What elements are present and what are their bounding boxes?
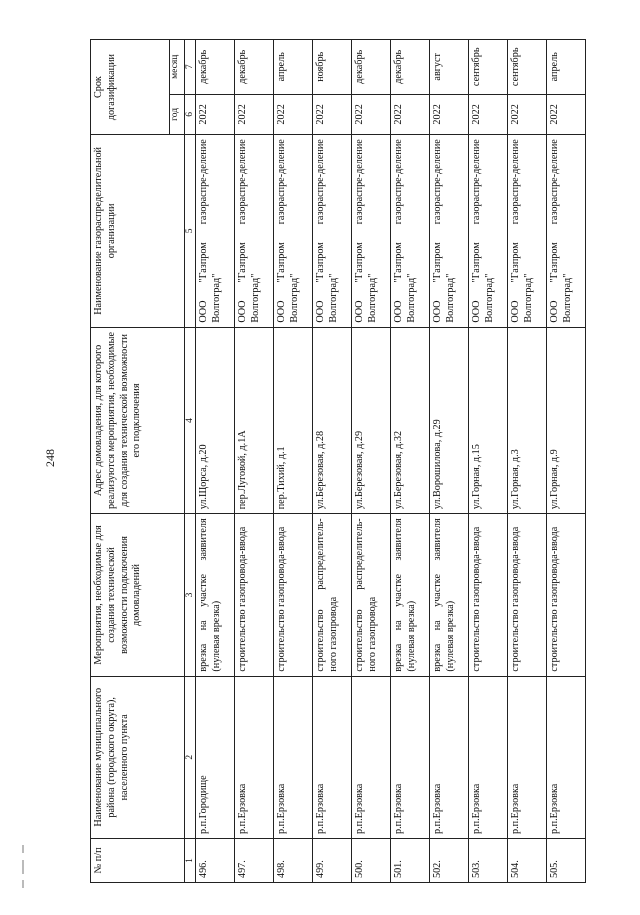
address-cell: ул.Березовая, д.28	[313, 327, 352, 514]
scan-mark	[22, 880, 24, 888]
organization-cell: ООО "Газпром газораспре-деление Волгоград"	[274, 135, 313, 327]
header-deadline: Срок догазификации	[91, 40, 170, 135]
table-row	[430, 40, 469, 883]
table-row	[469, 40, 508, 883]
measure-cell: строительство газопровода-ввода	[274, 514, 313, 676]
table-row	[547, 40, 586, 883]
measure-cell: строительство газопровода-ввода	[235, 514, 274, 676]
column-number: 3	[185, 514, 196, 676]
year-cell: 2022	[235, 94, 274, 135]
header-num: № п/п	[91, 838, 185, 882]
header-measure: Мероприятия, необходимые для создания технической возможности подключения домовладений	[91, 514, 185, 676]
column-number: 2	[185, 676, 196, 838]
column-numbers-row	[185, 40, 196, 883]
settlement-cell: р.п.Ерзовка	[274, 676, 313, 838]
row-number: 502.	[430, 838, 469, 882]
year-cell: 2022	[547, 94, 586, 135]
month-cell: декабрь	[352, 40, 391, 95]
table-row	[352, 40, 391, 883]
column-number: 6	[185, 94, 196, 135]
address-cell: ул.Березовая, д.32	[391, 327, 430, 514]
header-settlement: Наименование муниципального района (городского округа), населенного пункта	[91, 676, 185, 838]
table-row	[274, 40, 313, 883]
month-cell: ноябрь	[313, 40, 352, 95]
month-cell: сентябрь	[469, 40, 508, 95]
address-cell: ул.Горная, д.15	[469, 327, 508, 514]
header-org: Наименование газораспределительной организации	[91, 135, 185, 327]
organization-cell: ООО "Газпром газораспре-деление Волгоград"	[313, 135, 352, 327]
year-cell: 2022	[313, 94, 352, 135]
row-number: 499.	[313, 838, 352, 882]
row-number: 505.	[547, 838, 586, 882]
settlement-cell: р.п.Городище	[196, 676, 235, 838]
measure-cell: строительство газопровода-ввода	[469, 514, 508, 676]
column-number: 7	[185, 40, 196, 95]
year-cell: 2022	[391, 94, 430, 135]
row-number: 500.	[352, 838, 391, 882]
measure-cell: врезка на участке заявителя (нулевая врезка)	[430, 514, 469, 676]
organization-cell: ООО "Газпром газораспре-деление Волгоград"	[235, 135, 274, 327]
rotated-table-container	[90, 39, 573, 883]
measure-cell: строительство газопровода-ввода	[508, 514, 547, 676]
organization-cell: ООО "Газпром газораспре-деление Волгоград"	[352, 135, 391, 327]
table-row	[313, 40, 352, 883]
register-table	[90, 39, 586, 883]
settlement-cell: р.п.Ерзовка	[430, 676, 469, 838]
organization-cell: ООО "Газпром газораспре-деление Волгоград"	[547, 135, 586, 327]
measure-cell: врезка на участке заявителя (нулевая врезка)	[196, 514, 235, 676]
address-cell: ул.Березовая, д.29	[352, 327, 391, 514]
row-number: 497.	[235, 838, 274, 882]
organization-cell: ООО "Газпром газораспре-деление Волгоград"	[508, 135, 547, 327]
year-cell: 2022	[469, 94, 508, 135]
month-cell: апрель	[274, 40, 313, 95]
year-cell: 2022	[430, 94, 469, 135]
month-cell: август	[430, 40, 469, 95]
month-cell: декабрь	[391, 40, 430, 95]
settlement-cell: р.п.Ерзовка	[352, 676, 391, 838]
settlement-cell: р.п.Ерзовка	[235, 676, 274, 838]
header-month: месяц	[170, 40, 185, 95]
settlement-cell: р.п.Ерзовка	[391, 676, 430, 838]
table-row	[235, 40, 274, 883]
year-cell: 2022	[274, 94, 313, 135]
address-cell: ул.Горная, д.9	[547, 327, 586, 514]
month-cell: декабрь	[235, 40, 274, 95]
month-cell: сентябрь	[508, 40, 547, 95]
year-cell: 2022	[508, 94, 547, 135]
settlement-cell: р.п.Ерзовка	[469, 676, 508, 838]
scan-mark	[22, 860, 24, 874]
row-number: 498.	[274, 838, 313, 882]
organization-cell: ООО "Газпром газораспре-деление Волгоград"	[196, 135, 235, 327]
address-cell: ул.Горная, д.3	[508, 327, 547, 514]
page-number: 248	[43, 449, 57, 467]
address-cell: ул.Щорса, д.20	[196, 327, 235, 514]
measure-cell: строительство распределитель-ного газопровода	[313, 514, 352, 676]
table-row	[196, 40, 235, 883]
row-number: 496.	[196, 838, 235, 882]
header-address: Адрес домовладения, для которого реализуются мероприятия, необходимые для создания технической возможности его подключения	[91, 327, 185, 514]
address-cell: пер.Тихий, д.1	[274, 327, 313, 514]
row-number: 504.	[508, 838, 547, 882]
month-cell: декабрь	[196, 40, 235, 95]
scan-mark	[22, 845, 24, 853]
address-cell: пер.Луговой, д.1А	[235, 327, 274, 514]
organization-cell: ООО "Газпром газораспре-деление Волгоград"	[469, 135, 508, 327]
year-cell: 2022	[196, 94, 235, 135]
column-number: 1	[185, 838, 196, 882]
year-cell: 2022	[352, 94, 391, 135]
table-row	[391, 40, 430, 883]
address-cell: ул.Ворошилова, д.29	[430, 327, 469, 514]
measure-cell: врезка на участке заявителя (нулевая врезка)	[391, 514, 430, 676]
organization-cell: ООО "Газпром газораспре-деление Волгоград"	[391, 135, 430, 327]
header-year: год	[170, 94, 185, 135]
measure-cell: строительство газопровода-ввода	[547, 514, 586, 676]
month-cell: апрель	[547, 40, 586, 95]
measure-cell: строительство распределитель-ного газопровода	[352, 514, 391, 676]
settlement-cell: р.п.Ерзовка	[547, 676, 586, 838]
column-number: 4	[185, 327, 196, 514]
row-number: 503.	[469, 838, 508, 882]
settlement-cell: р.п.Ерзовка	[313, 676, 352, 838]
row-number: 501.	[391, 838, 430, 882]
table-row	[508, 40, 547, 883]
organization-cell: ООО "Газпром газораспре-деление Волгоград"	[430, 135, 469, 327]
column-number: 5	[185, 135, 196, 327]
settlement-cell: р.п.Ерзовка	[508, 676, 547, 838]
